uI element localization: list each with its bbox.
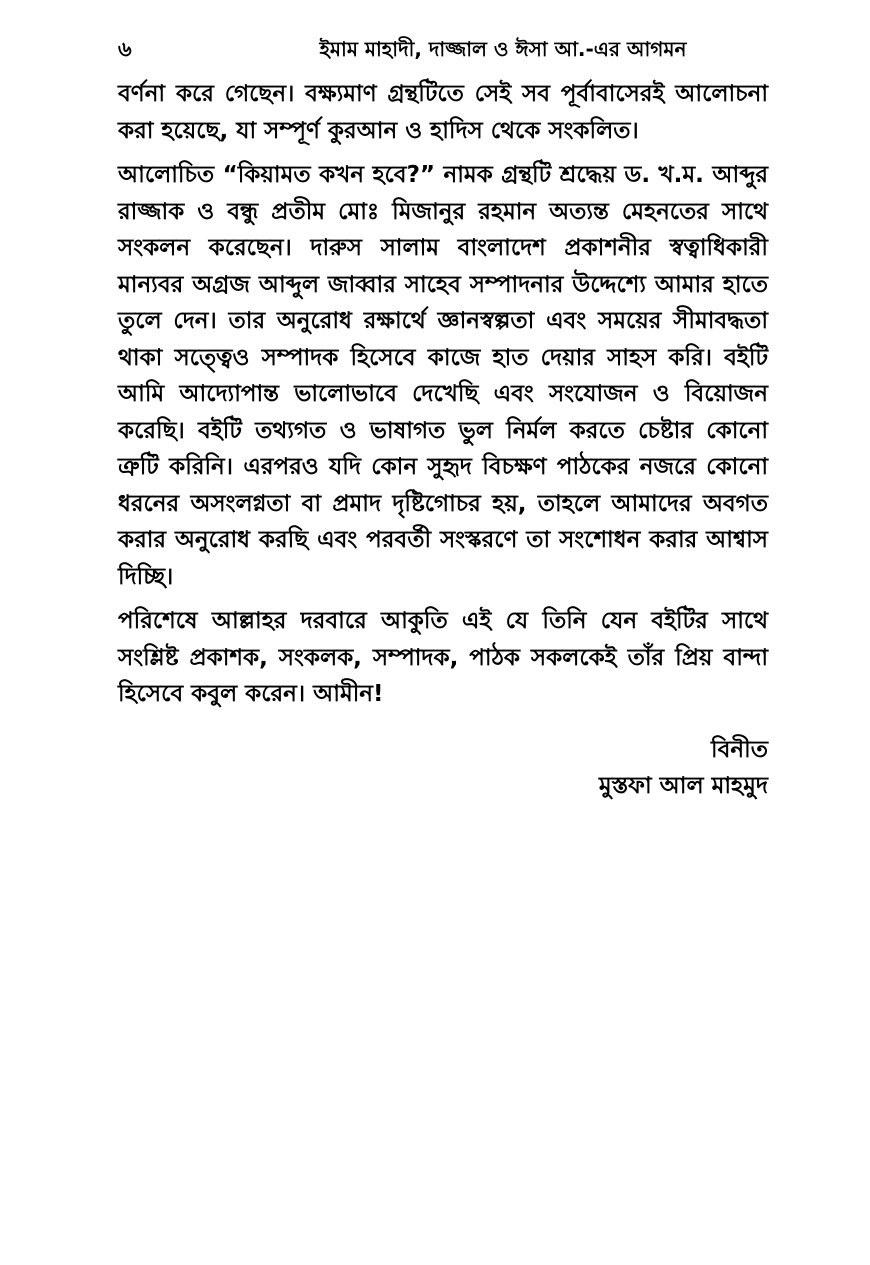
- running-header: [118, 34, 768, 64]
- paragraph-3: পরিশেষে আল্লাহর দরবারে আকুতি এই যে তিনি যেন বইটির সাথে সংশ্লিষ্ট প্রকাশক, সংকলক, সম্পাদক, পাঠক সকলকেই তাঁর প্রিয় বান্দা হিসেবে কবুল করেন। আমীন!: [118, 608, 768, 707]
- paragraph-1: বর্ণনা করে গেছেন। বক্ষ্যমাণ গ্রন্থটিতে সেই সব পূর্বাবাসেরই আলোচনা করা হয়েছে, যা সম্পূর্ণ কুরআন ও হাদিস থেকে সংকলিত।: [118, 81, 768, 144]
- signature-name: মুস্তফা আল মাহমুদ: [598, 773, 768, 799]
- page-number: ৬: [118, 37, 132, 61]
- running-title: ইমাম মাহাদী, দাজ্জাল ও ঈসা আ.-এর আগমন: [319, 37, 687, 61]
- paragraph-2: আলোচিত “কিয়ামত কখন হবে?” নামক গ্রন্থটি শ্রদ্ধেয় ড. খ.ম. আব্দুর রাজ্জাক ও বন্ধু প্রতীম মোঃ মিজানুর রহমান অত্যন্ত মেহনতের সাথে সংকলন করেছেন। দারুস সালাম বাংলাদেশ প্রকাশনীর স্বত্বাধিকারী মান্যবর অগ্রজ আব্দুল জাব্বার সাহেব সম্পাদনার উদ্দেশ্যে আমার হাতে তুলে দেন। তার অনুরোধ রক্ষার্থে জ্ঞানস্বল্পতা এবং সময়ের সীমাবদ্ধতা থাকা সত্ত্বেও সম্পাদক হিসেবে কাজে হাত দেয়ার সাহস করি। বইটি আমি আদ্যোপান্ত ভালোভাবে দেখেছি এবং সংযোজন ও বিয়োজন করেছি। বইটি তথ্যগত ও ভাষাগত ভুল নির্মল করতে চেষ্টার কোনো ত্রুটি করিনি। এরপরও যদি কোন সুহৃদ বিচক্ষণ পাঠকের নজরে কোনো ধরনের অসংলগ্নতা বা প্রমাদ দৃষ্টিগোচর হয়, তাহলে আমাদের অবগত করার অনুরোধ করছি এবং পরবর্তী সংস্করণে তা সংশোধন করার আশ্বাস দিচ্ছি।: [118, 162, 768, 590]
- signature-closing: বিনীত: [711, 737, 768, 763]
- body-text: [118, 76, 768, 721]
- signature-block: [599, 732, 768, 804]
